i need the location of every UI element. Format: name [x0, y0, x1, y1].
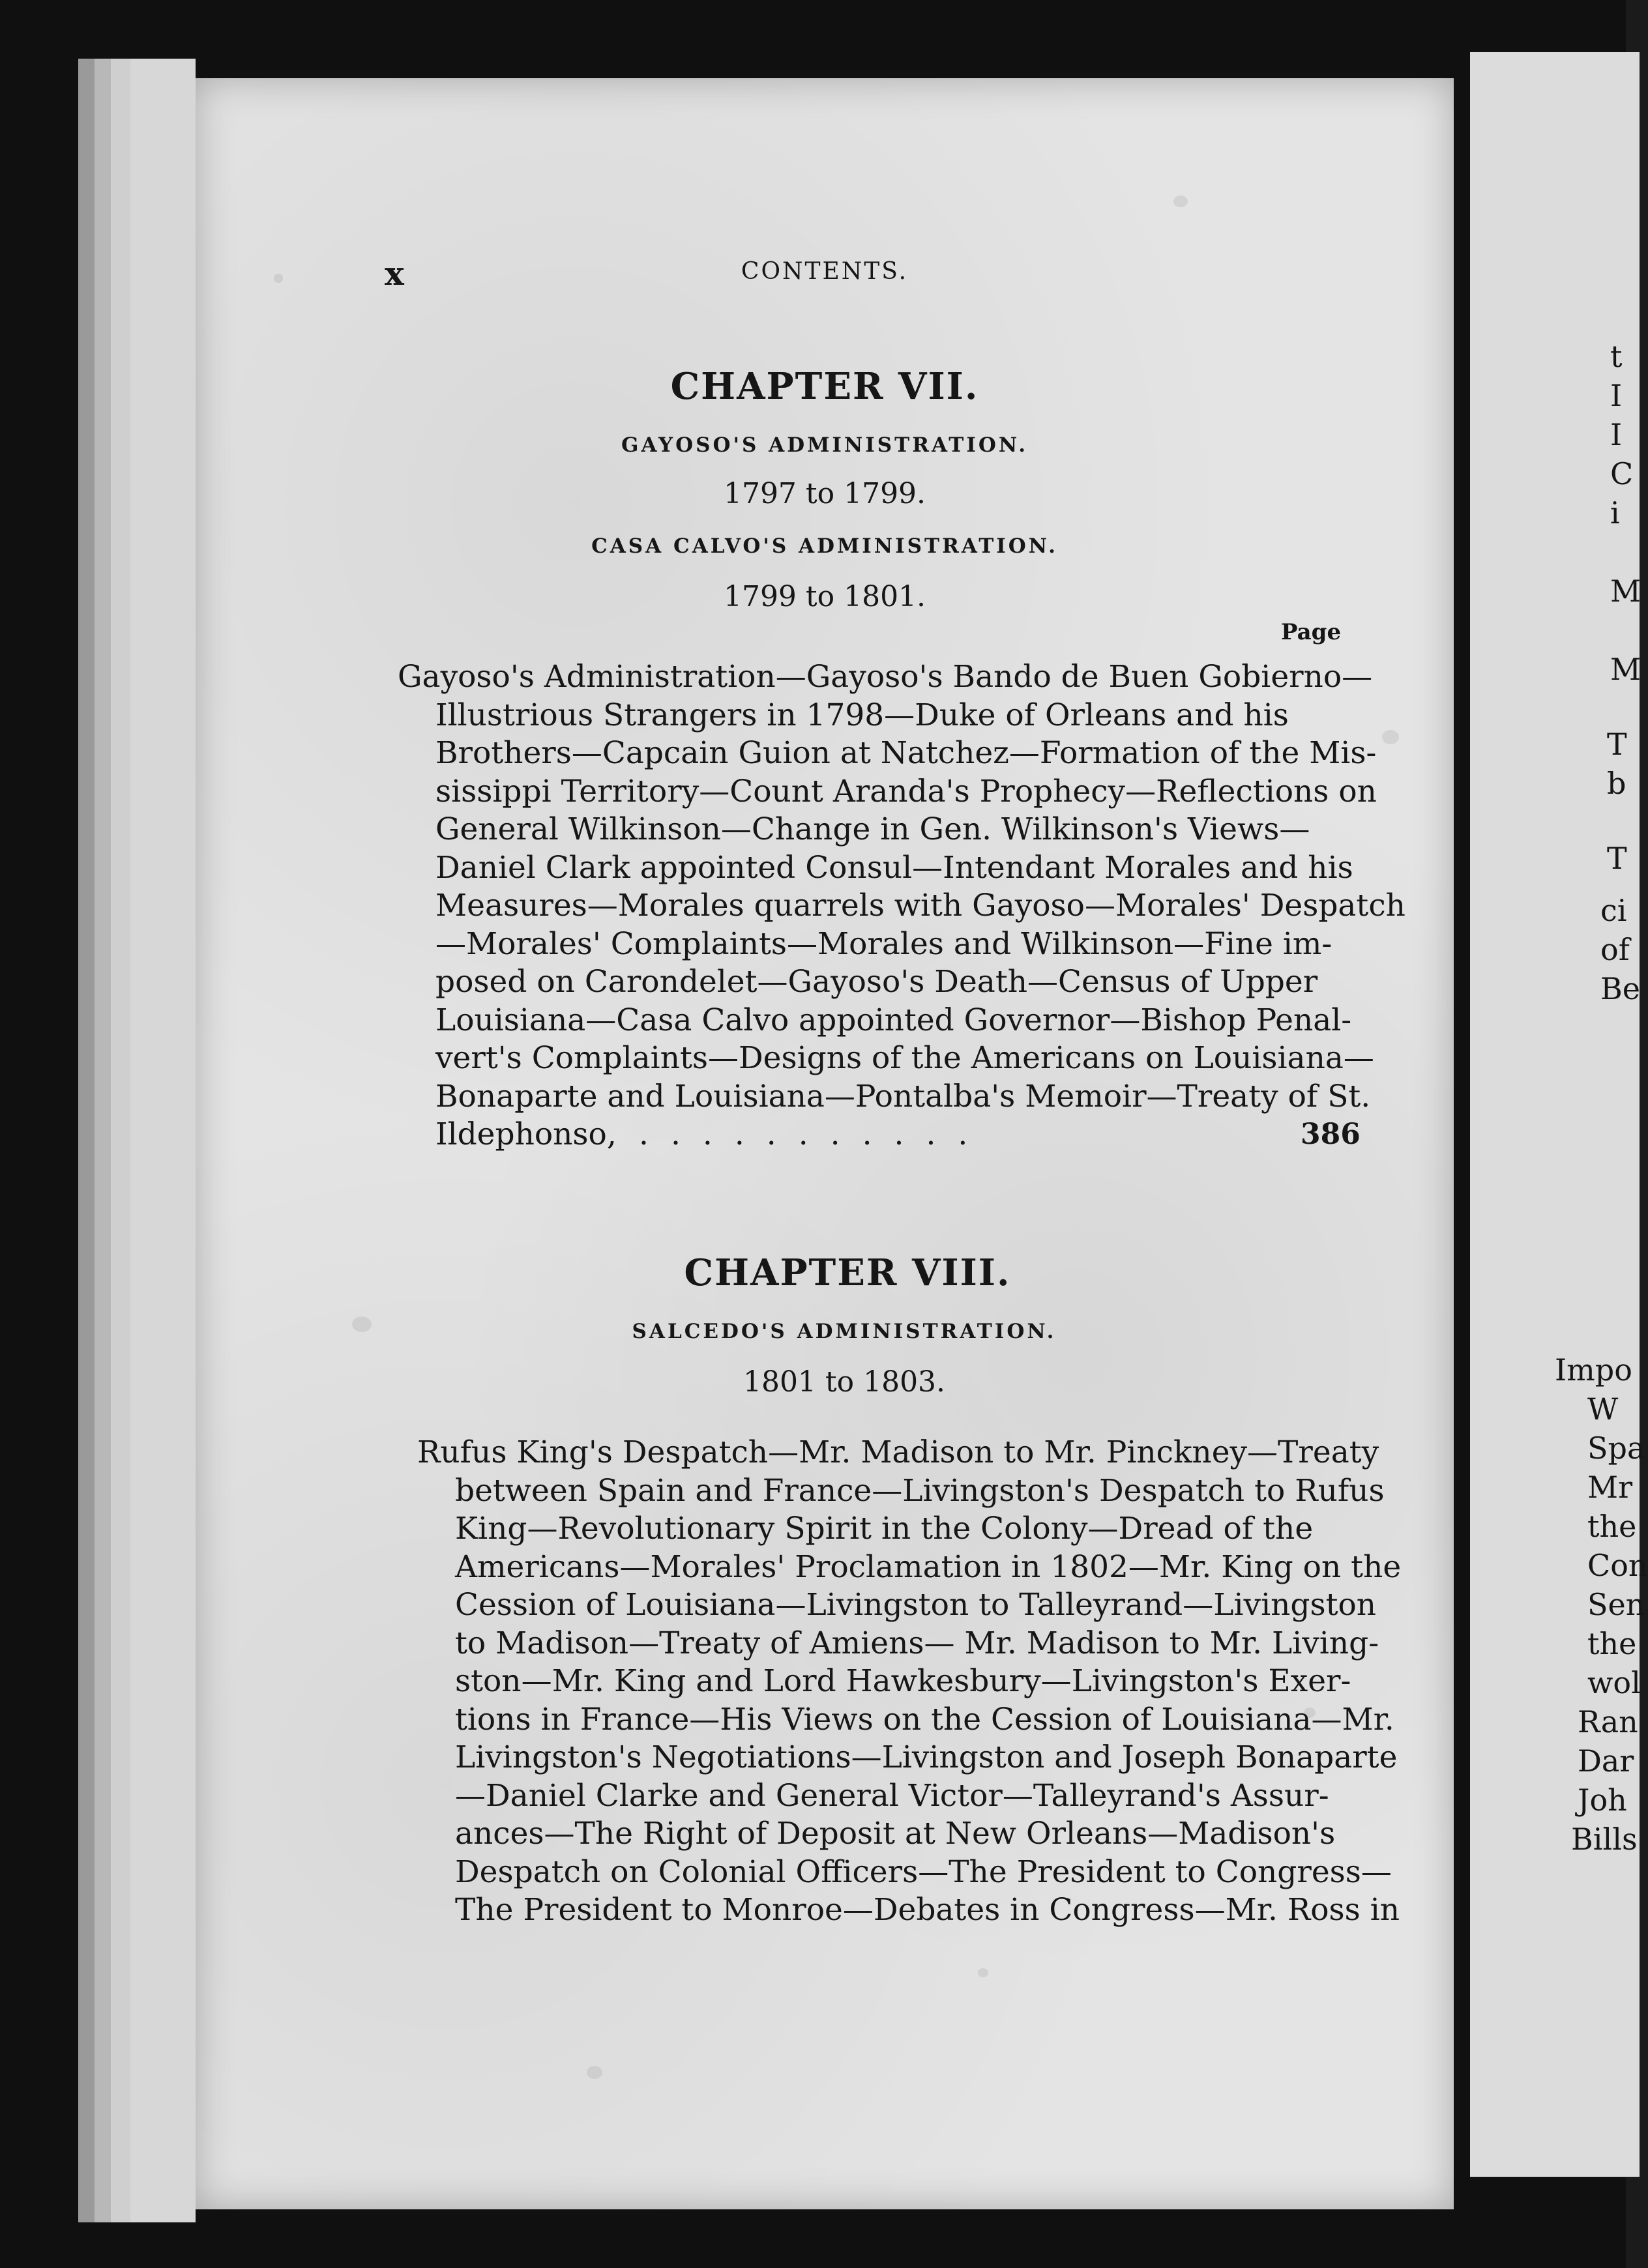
summary-line: Ildephonso, — [435, 1116, 617, 1152]
chapter-7-summary — [398, 658, 1480, 1154]
facing-page-fragment: I — [1610, 417, 1623, 452]
facing-page-fragment: T — [1607, 727, 1627, 762]
facing-page-fragment: W — [1587, 1391, 1619, 1427]
summary-line: —Daniel Clarke and General Victor—Talleyrand's Assur- — [455, 1777, 1329, 1814]
facing-page-fragment: wol — [1587, 1665, 1641, 1700]
summary-line: Brothers—Capcain Guion at Natchez—Formation of the Mis- — [435, 735, 1377, 771]
summary-line: Illustrious Strangers in 1798—Duke of Orleans and his — [435, 697, 1289, 733]
page-header — [196, 254, 1454, 306]
chapter-8-summary — [417, 1434, 1473, 1930]
facing-page-fragment: I — [1610, 378, 1623, 413]
summary-line: Louisiana—Casa Calvo appointed Governor—Bishop Penal- — [435, 1002, 1352, 1038]
facing-page-fragment: Mr — [1587, 1470, 1633, 1505]
summary-line: Livingston's Negotiations—Livingston and Joseph Bonaparte — [455, 1739, 1398, 1775]
page-edge — [130, 59, 196, 2222]
summary-line: posed on Carondelet—Gayoso's Death—Census of Upper — [435, 964, 1318, 1000]
facing-page-fragment: Impo — [1555, 1352, 1632, 1388]
facing-page-fragment: Joh — [1578, 1782, 1627, 1818]
page-number-roman: x — [385, 254, 404, 293]
facing-page-fragment: Sen — [1587, 1587, 1645, 1622]
chapter-7-page-number: 386 — [1301, 1118, 1361, 1151]
chapter-7-years-1: 1797 to 1799. — [723, 477, 926, 510]
summary-line: Despatch on Colonial Officers—The President to Congress— — [455, 1854, 1392, 1890]
facing-page-fragment: Spa — [1587, 1431, 1645, 1466]
summary-line: General Wilkinson—Change in Gen. Wilkinson's Views— — [435, 811, 1310, 847]
running-head: CONTENTS. — [741, 258, 909, 285]
chapter-8-administration: SALCEDO'S ADMINISTRATION. — [632, 1320, 1057, 1343]
chapter-8-years: 1801 to 1803. — [743, 1365, 946, 1399]
facing-page-fragment: Dar — [1578, 1743, 1634, 1779]
summary-line: Americans—Morales' Proclamation in 1802—Mr. King on the — [455, 1548, 1402, 1585]
facing-page-fragment: C — [1610, 456, 1634, 491]
summary-line: Daniel Clark appointed Consul—Intendant Morales and his — [435, 849, 1353, 886]
summary-line: ston—Mr. King and Lord Hawkesbury—Livingston's Exer- — [455, 1663, 1351, 1699]
summary-line: —Morales' Complaints—Morales and Wilkinson—Fine im- — [435, 925, 1332, 962]
summary-line: to Madison—Treaty of Amiens— Mr. Madison to Mr. Living- — [455, 1625, 1379, 1661]
summary-line: King—Revolutionary Spirit in the Colony—Dread of the — [455, 1511, 1314, 1547]
facing-page-fragment: T — [1607, 841, 1627, 876]
summary-line: sissippi Territory—Count Aranda's Prophecy—Reflections on — [435, 773, 1377, 809]
summary-line: Rufus King's Despatch—Mr. Madison to Mr. Pinckney—Treaty — [417, 1434, 1379, 1470]
summary-line: between Spain and France—Livingston's Despatch to Rufus — [455, 1472, 1385, 1509]
facing-page-fragment: M — [1610, 574, 1641, 609]
page-column-label: Page — [1281, 619, 1342, 645]
facing-page-fragment: the — [1587, 1626, 1637, 1661]
summary-line: Cession of Louisiana—Livingston to Talleyrand—Livingston — [455, 1587, 1377, 1623]
facing-page-fragment: Ran — [1578, 1704, 1638, 1739]
facing-page-fragment: t — [1610, 339, 1623, 374]
facing-page-fragment: Con — [1587, 1548, 1648, 1583]
facing-page-fragment: ci — [1600, 893, 1627, 928]
facing-page-fragment: b — [1607, 766, 1626, 801]
summary-line: Gayoso's Administration—Gayoso's Bando de Buen Gobierno— — [398, 659, 1373, 695]
chapter-8-title: CHAPTER VIII. — [684, 1251, 1011, 1294]
chapter-7-years-2: 1799 to 1801. — [723, 580, 926, 613]
summary-line: vert's Complaints—Designs of the Americans on Louisiana— — [435, 1040, 1374, 1076]
summary-line: The President to Monroe—Debates in Congress—Mr. Ross in — [455, 1892, 1400, 1928]
facing-page-fragment: of — [1600, 932, 1630, 967]
chapter-7-title: CHAPTER VII. — [670, 365, 979, 408]
chapter-7-administration-2: CASA CALVO'S ADMINISTRATION. — [591, 534, 1058, 558]
facing-page-fragment: M — [1610, 652, 1641, 687]
summary-line: ances—The Right of Deposit at New Orleans—Madison's — [455, 1816, 1336, 1852]
dot-leader: ........... — [639, 1116, 990, 1152]
summary-line: tions in France—His Views on the Cession of Louisiana—Mr. — [455, 1701, 1394, 1737]
facing-page-fragment: the — [1587, 1509, 1637, 1544]
facing-page-fragment: Bills — [1571, 1822, 1638, 1857]
facing-page-fragment: i — [1610, 495, 1620, 531]
summary-line: Bonaparte and Louisiana—Pontalba's Memoir—Treaty of St. — [435, 1078, 1371, 1114]
facing-page-fragment: Be — [1600, 971, 1641, 1006]
summary-line: Measures—Morales quarrels with Gayoso—Morales' Despatch — [435, 888, 1405, 923]
contents-page — [196, 78, 1454, 2209]
chapter-7-administration-1: GAYOSO'S ADMINISTRATION. — [621, 433, 1029, 457]
